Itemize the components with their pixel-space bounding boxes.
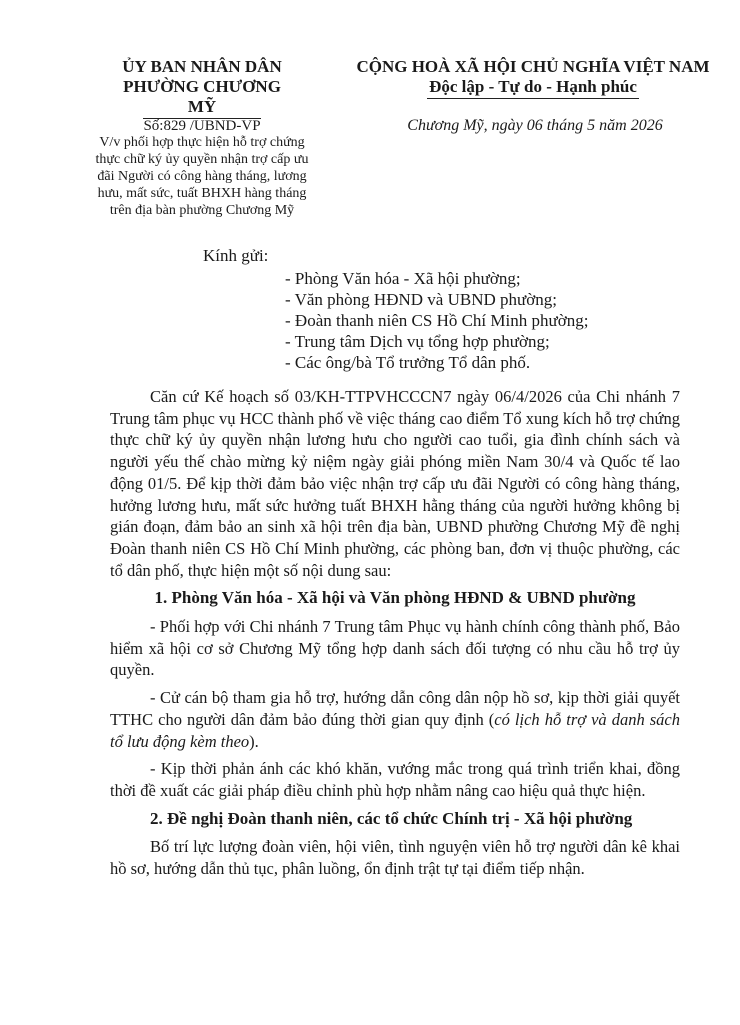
section-2-title: 2. Đề nghị Đoàn thanh niên, các tổ chức Chính trị - Xã hội phường	[150, 808, 633, 828]
section-1-paragraph-2	[110, 687, 680, 752]
recipient-item: - Văn phòng HĐND và UBND phường;	[285, 290, 557, 309]
section-2-paragraph-1: Bố trí lực lượng đoàn viên, hội viên, tình nguyện viên hỗ trợ người dân kê khai hồ sơ, hướng dẫn thủ tục, phân luồng, ổn định trật tự tại điểm tiếp nhận.	[110, 837, 680, 879]
motto-underline	[427, 98, 639, 99]
recipients-list	[285, 268, 705, 373]
document-body	[110, 386, 680, 886]
section-1-paragraph-2-end: ).	[249, 731, 259, 751]
recipient-item: - Trung tâm Dịch vụ tổng hợp phường;	[285, 332, 550, 351]
recipient-item: - Phòng Văn hóa - Xã hội phường;	[285, 269, 521, 288]
section-1-paragraph-2-note: có lịch hỗ trợ và danh sách tổ lưu động kèm theo	[110, 709, 680, 751]
intro-paragraph: Căn cứ Kế hoạch số 03/KH-TTPVHCCCN7 ngày 06/4/2026 của Chi nhánh 7 Trung tâm phục vụ HCC thành phố về việc tháng cao điểm Tổ xung kích hỗ trợ chứng thực chữ ký ủy quyền nhận lương hưu cho người cao tuổi, gia đình chính sách và người yếu thế chào mừng kỷ niệm ngày giải phóng miền Nam 30/4 và Quốc tế lao động 01/5. Để kịp thời đảm bảo việc nhận trợ cấp ưu đãi Người có công hàng tháng, hưởng lương hưu, mất sức hưởng tuất BHXH hằng tháng của người hưởng không bị gián đoạn, đảm bảo an sinh xã hội trên địa bàn, UBND phường Chương Mỹ đề nghị Đoàn thanh niên CS Hồ Chí Minh phường, các phòng ban, đơn vị thuộc phường, các tổ dân phố, thực hiện một số nội dung sau:	[110, 387, 680, 580]
issuing-authority	[112, 57, 292, 119]
recipients-label: Kính gửi:	[203, 246, 269, 265]
section-1-paragraph-2-text: - Cử cán bộ tham gia hỗ trợ, hướng dẫn công dân nộp hồ sơ, kịp thời giải quyết TTHC cho người dân đảm bảo đúng thời gian quy định (	[110, 688, 680, 729]
section-1-paragraph-1: - Phối hợp với Chi nhánh 7 Trung tâm Phục vụ hành chính công thành phố, Bảo hiểm xã hội cơ sở Chương Mỹ tổng hợp danh sách đối tượng có nhu cầu hỗ trợ ủy quyền.	[110, 617, 680, 680]
section-1-paragraph-3: - Kịp thời phản ánh các khó khăn, vướng mắc trong quá trình triển khai, đồng thời đề xuất các giải pháp điều chỉnh phù hợp nhằm nâng cao hiệu quả thực hiện.	[110, 759, 680, 800]
issuing-authority-line2: PHƯỜNG CHƯƠNG MỸ	[123, 77, 281, 116]
recipient-item: - Các ông/bà Tổ trưởng Tổ dân phố.	[285, 353, 531, 372]
national-title-line1: CỘNG HOÀ XÃ HỘI CHỦ NGHĨA VIỆT NAM	[356, 57, 710, 76]
document-subject: V/v phối hợp thực hiện hỗ trợ chứng thực chữ ký ủy quyền nhận trợ cấp ưu đãi Người có công hàng tháng, lương hưu, mất sức, tuất BHXH hàng tháng trên địa bàn phường Chương Mỹ	[95, 135, 309, 218]
recipient-item: - Đoàn thanh niên CS Hồ Chí Minh phường;	[285, 311, 589, 330]
place-and-date: Chương Mỹ, ngày 06 tháng 5 năm 2026	[407, 117, 663, 134]
issuing-authority-line1: ỦY BAN NHÂN DÂN	[122, 57, 282, 76]
national-title	[353, 57, 713, 99]
national-motto: Độc lập - Tự do - Hạnh phúc	[429, 77, 637, 96]
document-number: Số:829 /UBND-VP	[143, 118, 261, 134]
section-1-title: 1. Phòng Văn hóa - Xã hội và Văn phòng HĐND & UBND phường	[154, 588, 636, 608]
